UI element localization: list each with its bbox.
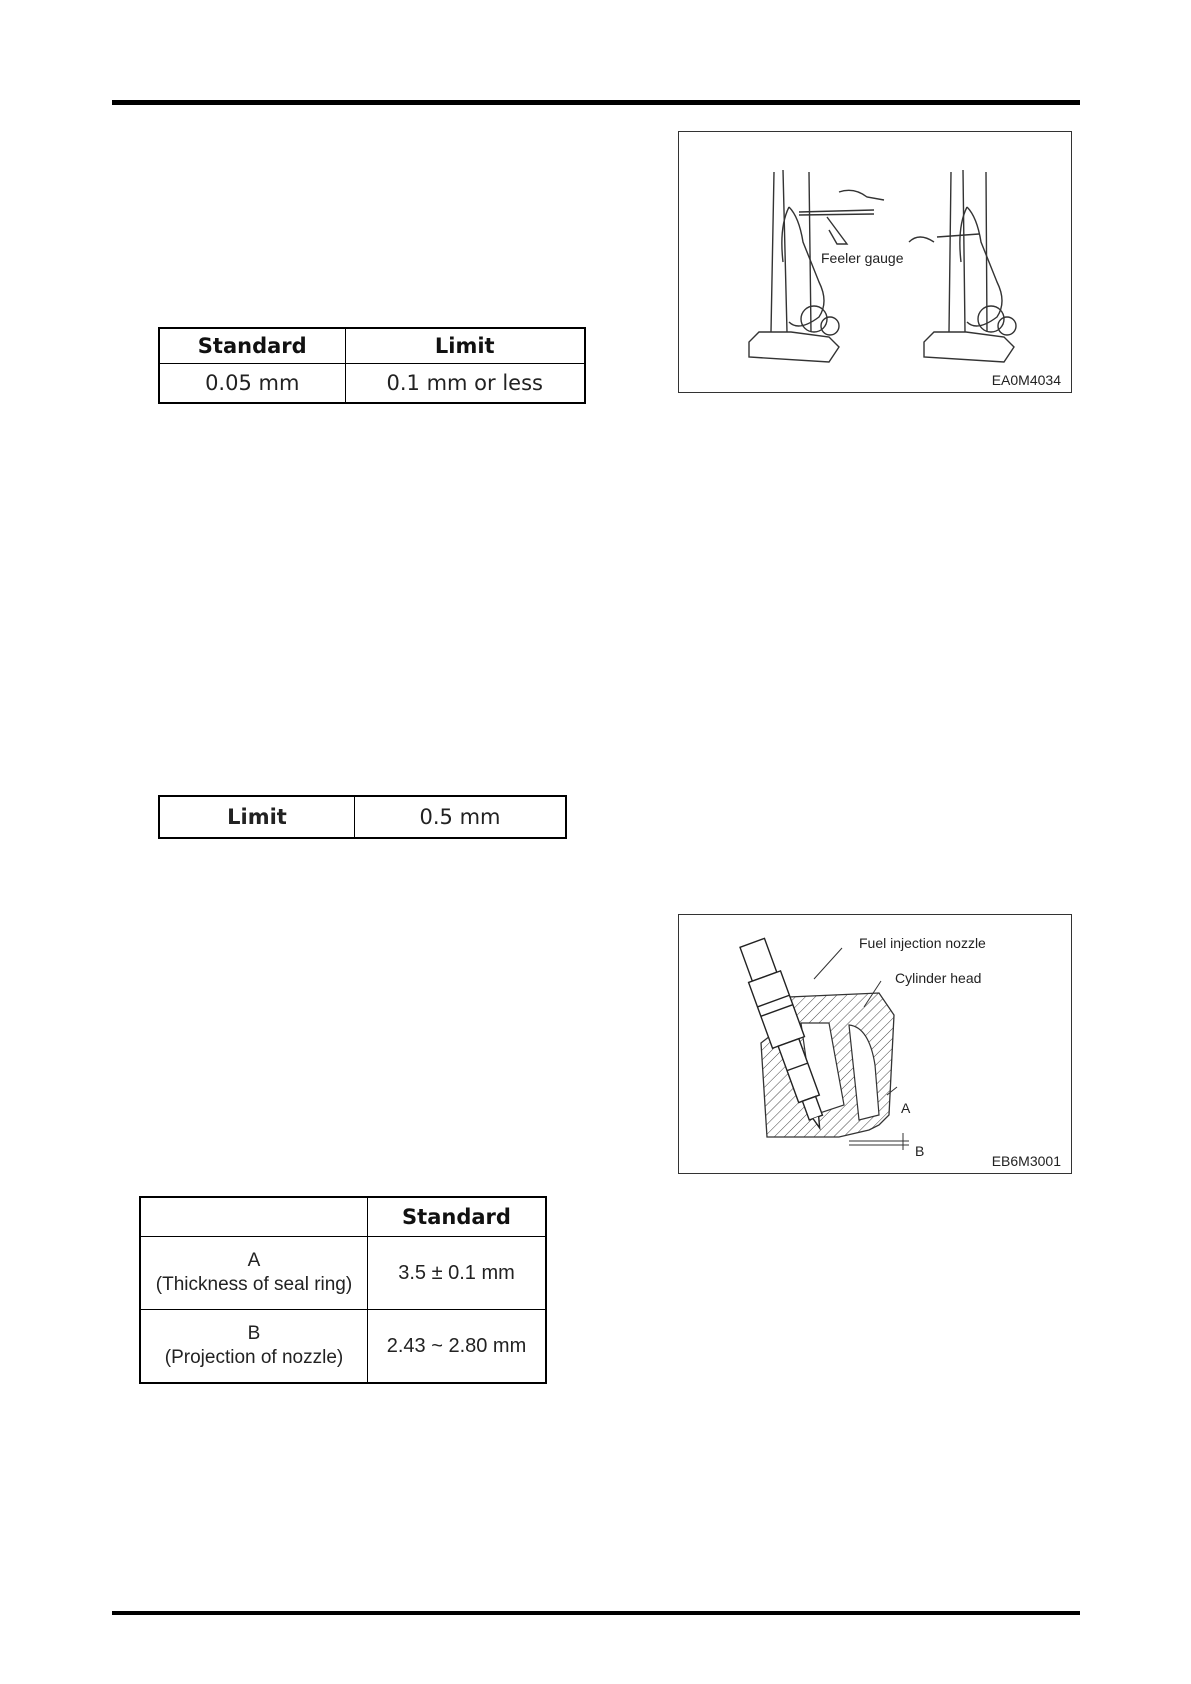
limit-value: 0.5 mm [355,796,567,838]
header-standard: Standard [159,328,345,364]
row-a-letter: A [247,1250,261,1271]
nozzle-callout: Fuel injection nozzle [859,935,986,951]
label-a: A [901,1100,911,1116]
limit-spec-table [158,795,567,839]
row-a-description: (Thickness of seal ring) [155,1274,353,1295]
feeler-gauge-callout: Feeler gauge [821,250,904,266]
standard-value: 0.05 mm [159,364,345,404]
footer-rule [112,1611,1080,1615]
header-blank [140,1197,368,1237]
header-limit: Limit [345,328,585,364]
limit-value: 0.1 mm or less [345,364,585,404]
table-row [159,364,585,404]
row-a-label [140,1237,368,1310]
limit-label: Limit [159,796,355,838]
nozzle-cross-section-illustration [679,915,1071,1173]
figure-code: EA0M4034 [991,372,1061,388]
label-b: B [915,1143,925,1159]
figure-code: EB6M3001 [991,1153,1061,1169]
row-b-letter: B [247,1323,261,1344]
header-rule [112,100,1080,105]
table-row [140,1237,546,1310]
header-standard: Standard [368,1197,547,1237]
table-row [140,1310,546,1384]
row-b-label [140,1310,368,1384]
feeler-gauge-figure [678,131,1072,393]
row-a-value: 3.5 ± 0.1 mm [368,1237,547,1310]
table-header-row [159,328,585,364]
row-b-value: 2.43 ~ 2.80 mm [368,1310,547,1384]
table-row [159,796,566,838]
cylinder-head-callout: Cylinder head [895,970,982,986]
clearance-spec-table [158,327,586,404]
row-b-description: (Projection of nozzle) [164,1347,344,1368]
nozzle-spec-table [139,1196,547,1384]
fuel-injection-nozzle-figure [678,914,1072,1174]
table-header-row [140,1197,546,1237]
